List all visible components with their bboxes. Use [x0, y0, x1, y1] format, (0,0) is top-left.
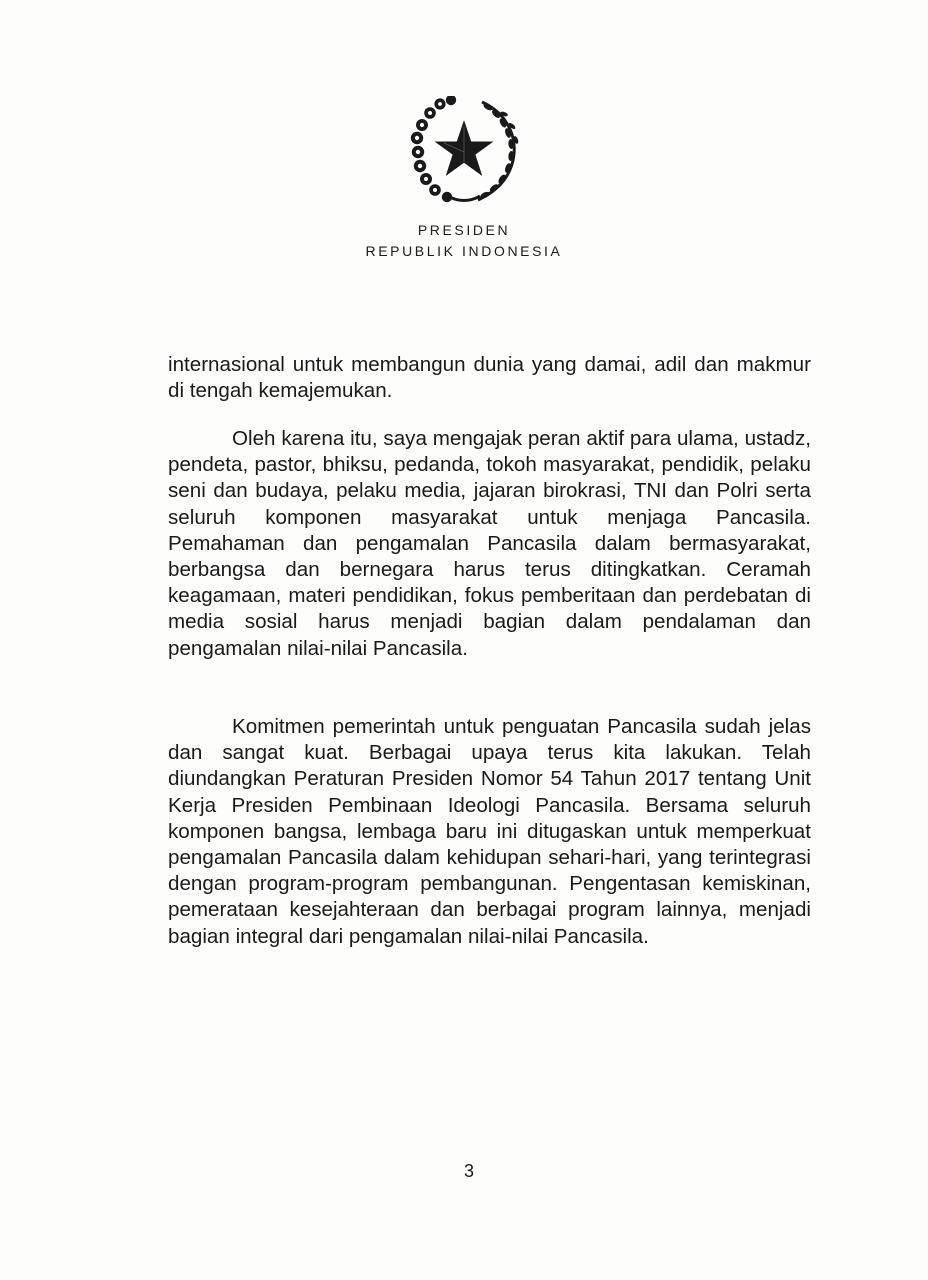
letterhead-subtitle: REPUBLIK INDONESIA — [365, 243, 563, 259]
presidential-seal-icon — [404, 96, 522, 208]
paragraph-government-commitment: Komitmen pemerintah untuk penguatan Pancasila sudah jelas dan sangat kuat. Berbagai upaya terus kita lakukan. Telah diundangkan Peraturan Presiden Nomor 54 Tahun 2017 tentang Unit Kerja Presiden Pembinaan Ideologi Pancasila. Bersama seluruh komponen bangsa, lembaga baru ini ditugaskan untuk memperkuat pengamalan Pancasila dalam kehidupan sehari-hari, yang terintegrasi dengan program-program pembangunan. Pengentasan kemiskinan, pemerataan kesejahteraan dan berbagai program lainnya, menjadi bagian integral dari pengamalan nilai-nilai Pancasila. — [168, 715, 811, 948]
paragraph-call-to-action: Oleh karena itu, saya mengajak peran aktif para ulama, ustadz, pendeta, pastor, bhiksu, pedanda, tokoh masyarakat, pendidik, pelaku seni dan budaya, pelaku media, jajaran birokrasi, TNI dan Polri serta seluruh komponen masyarakat untuk menjaga Pancasila. Pemahaman dan pengamalan Pancasila dalam bermasyarakat, berbangsa dan bernegara harus terus ditingkatkan. Ceramah keagamaan, materi pendidikan, fokus pemberitaan dan perdebatan di media sosial harus menjadi bagian dalam pendalaman dan pengamalan nilai-nilai Pancasila. — [168, 427, 811, 660]
page-number: 3 — [464, 1161, 475, 1181]
letterhead-title: PRESIDEN — [417, 222, 511, 238]
paragraph-continuation: internasional untuk membangun dunia yang damai, adil dan makmur di tengah kemajemukan. — [168, 353, 811, 403]
